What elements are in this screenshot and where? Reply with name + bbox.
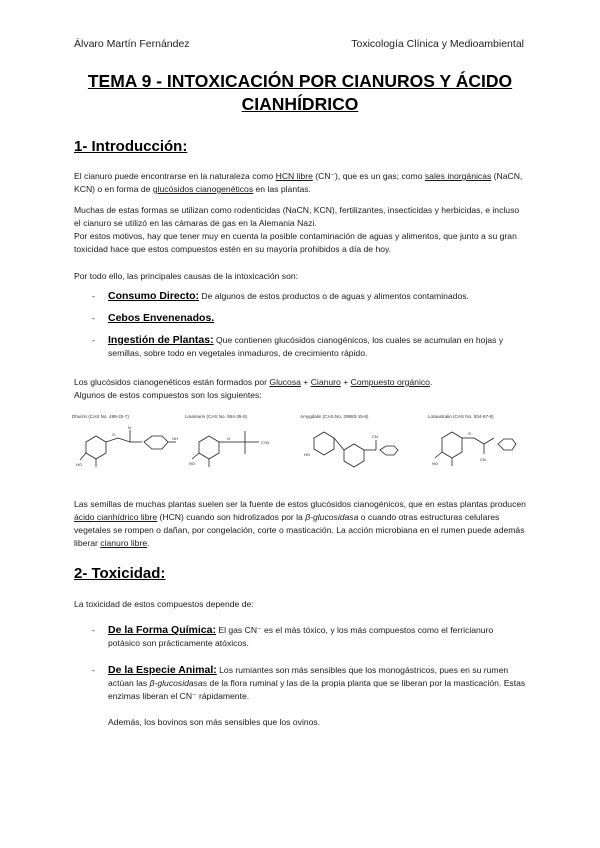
svg-text:HO: HO [432,461,438,466]
structure-linamarin: Linamarin (CAS No. 554-35-8) O C≡N HO [185,414,295,470]
dhurrin-structure-diagram [72,422,182,470]
svg-text:O: O [112,432,116,437]
header-subject: Toxicología Clínica y Medioambiental [351,38,524,50]
intro-paragraph-4: Por todo ello, las principales causas de la intoxicación son: [74,271,299,281]
svg-text:N: N [128,425,131,430]
svg-text:HO: HO [189,461,195,466]
intro-paragraph-3: Por estos motivos, hay que tener muy en cuenta la posible contaminación de aguas y alimentos, que junto a su gran toxicidad hace que estos compuestos estén en su mayoría prohibidos a día de hoy. [74,231,517,254]
section-heading-intro: 1- Introducción: [74,138,188,155]
svg-text:OH: OH [172,436,178,441]
header-author: Álvaro Martín Fernández [74,38,190,50]
section-heading-toxicity: 2- Toxicidad: [74,565,166,582]
svg-text:C≡N: C≡N [261,440,270,445]
cause-item-cebos: - Cebos Envenenados. [92,312,215,324]
svg-text:CN: CN [372,434,378,439]
amygdalin-structure-diagram [300,422,410,470]
page-title: TEMA 9 - INTOXICACIÓN POR CIANUROS Y ÁCIDO CIANHÍDRICO [87,71,513,114]
svg-text:CN: CN [480,457,486,462]
intro-paragraph-6: Las semillas de muchas plantas suelen ser la fuente de estos glucósidos cianogénicos, que en estas plantas producen ácido cianhídrico libre (HCN) cuando son hidrolizados por la β-glucosidasa o cuando otras estructuras celulares vegetales se rompen o dañan, por congelación, corte o masticación. La acción microbiana en el rumen puede además liberar cianuro libre. [74,499,526,548]
structure-amygdalin: Amygdalin (CAS No. 29883-15-6) CN HO [300,414,410,470]
toxicity-item-especie-animal: - De la Especie Animal: Los rumiantes son más sensibles que los monogástricos, pues en su rumen actúan las β-glucosidasas de la flora ruminal y las de la propia planta que se liberan por la masticación. Estas enzimas liberan el CN⁻ rápidamente. [92,664,526,701]
svg-text:O: O [468,431,472,436]
svg-text:HO: HO [76,462,82,467]
intro-paragraph-5: Los glucósidos cianogenéticos están formados por Glucosa + Cianuro + Compuesto orgánico. Algunos de estos compuestos son los siguientes: [74,377,433,400]
structure-lotaustralin: Lotaustralin (CAS No. 534-67-8) O CN HO [428,414,538,470]
structure-dhurrin: Dhurrin (CAS No. 499-20-7) O N OH HO [72,414,182,470]
toxicity-item-forma-quimica: - De la Forma Química: El gas CN⁻ es el más tóxico, y los más compuestos como el ferricianuro potásico son prácticamente atóxicos. [92,624,494,648]
svg-text:HO: HO [304,452,310,457]
cause-item-consumo: - Consumo Directo: De algunos de estos productos o de aguas y alimentos contaminados. [92,290,469,302]
svg-text:O: O [227,436,231,441]
lotaustralin-structure-diagram [428,422,528,470]
linamarin-structure-diagram [185,422,285,470]
intro-paragraph-1: El cianuro puede encontrarse en la naturaleza como HCN libre (CN⁻), que es un gas; como sales inorgánicas (NaCN, KCN) o en forma de glucósidos cianogenéticos en las plantas. [74,171,523,194]
cause-item-plantas: - Ingestión de Plantas: Que contienen glucósidos cianogénicos, los cuales se acumulan en hojas y semillas, sobre todo en vegetales inmaduros, de crecimiento rápido. [92,334,504,358]
intro-paragraph-2: Muchas de estas formas se utilizan como rodenticidas (NaCN, KCN), fertilizantes, insecticidas y herbicidas, e incluso el cianuro se utilizó en las cámaras de gas en la Alemania Nazi. [74,205,520,228]
toxicity-paragraph-1: La toxicidad de estos compuestos depende de: [74,599,254,609]
toxicity-note: Además, los bovinos son más sensibles que los ovinos. [108,717,321,727]
